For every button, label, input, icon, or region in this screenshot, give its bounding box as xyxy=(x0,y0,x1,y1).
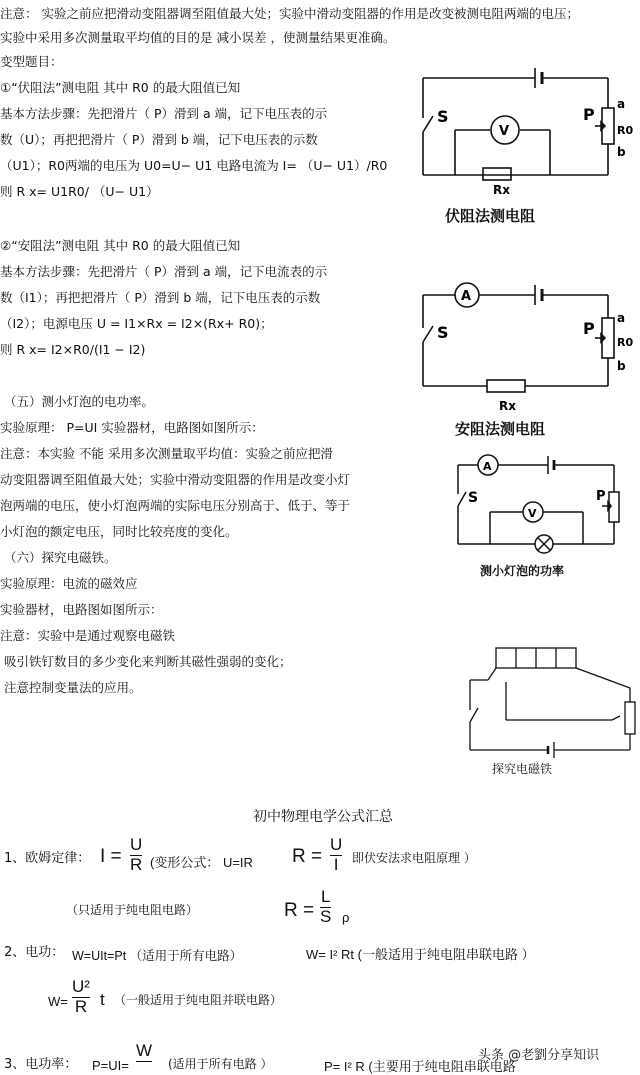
watermark: 头条 @老劉分享知识 xyxy=(478,1048,600,1063)
work-parallel-lhs: W= xyxy=(48,994,68,1009)
caption-electromagnet: 探究电磁铁 xyxy=(492,762,553,776)
note-line-2: 实验中采用多次测量取平均值的目的是 减小误差 ，使测量结果更准确。 xyxy=(0,30,396,45)
ammeter-method-circuit-diagram xyxy=(415,280,634,425)
note-line-1: 注意： 实验之前应把滑动变阻器调至阻值最大处；实验中滑动变阻器的作用是改变被测电阻两端的电压； xyxy=(0,6,579,21)
power-series: P= I² R (主要用于纯电阻串联电路 xyxy=(324,1059,516,1074)
section-6-note-3: 注意控制变量法的应用。 xyxy=(4,680,142,695)
ammeter-symbol: A xyxy=(483,460,492,473)
method-2-step-3: （I2）；电源电压 U = I1×Rx = I2×(Rx+ R0)； xyxy=(0,316,273,331)
voltmeter-symbol: V xyxy=(528,507,537,520)
end-a-label: a xyxy=(617,311,626,325)
rx-label: Rx xyxy=(493,183,510,197)
switch-label: S xyxy=(468,490,479,506)
method-2-step-2: 数（I1）；再把把滑片（ P）滑到 b 端，记下电压表的示数 xyxy=(0,290,321,305)
numerator: U² xyxy=(72,977,90,996)
work-series: W= I² Rt (一般适用于纯电阻串联电路 ） xyxy=(306,947,535,962)
work-parallel-note: （一般适用于纯电阻并联电路） xyxy=(114,993,283,1007)
slider-label: P xyxy=(583,105,595,124)
section-5-note-3: 泡两端的电压，使小灯泡两端的实际电压分别高于、低于、等于 xyxy=(0,498,351,513)
numerator: W xyxy=(136,1041,153,1060)
work-main: W=UIt=Pt （适用于所有电路） xyxy=(72,949,243,963)
resistivity-fraction xyxy=(320,888,331,926)
fraction-bar xyxy=(136,1061,152,1062)
work-label: 2、电功： xyxy=(4,945,65,960)
ohm-r-fraction xyxy=(330,836,342,874)
work-parallel-fraction xyxy=(72,978,90,1016)
method-1-step-3: （U1）；R0两端的电压为 U0=U− U1 电路电流为 I= （U− U1）/R0 xyxy=(0,158,388,173)
ohm-r-note: 即伏安法求电阻原理 ） xyxy=(352,851,476,865)
ohm-fraction xyxy=(130,836,142,874)
method-1-result: 则 R x= U1R0/ （U− U1） xyxy=(0,184,159,199)
power-fraction xyxy=(136,1042,152,1062)
switch-label: S xyxy=(437,323,449,342)
voltmeter-symbol: V xyxy=(499,124,510,139)
end-a-label: a xyxy=(617,97,626,111)
r0-label: R0 xyxy=(617,124,634,137)
power-lhs: P=UI= xyxy=(92,1058,129,1073)
section-6-note-1: 注意：实验中是通过观察电磁铁 xyxy=(0,628,176,643)
method-1-title: ①“伏阻法”测电阻 其中 R0 的最大阻值已知 xyxy=(0,80,241,95)
end-b-label: b xyxy=(617,359,626,373)
resistivity-lhs: R = xyxy=(284,900,315,921)
ammeter-symbol: A xyxy=(461,289,472,304)
end-b-label: b xyxy=(617,145,626,159)
method-2-step-1: 基本方法步骤：先把滑片（ P）滑到 a 端，记下电流表的示 xyxy=(0,264,328,279)
caption-ammeter-method: 安阻法测电阻 xyxy=(455,420,546,438)
section-6-note-2: 吸引铁钉数目的多少变化来判断其磁性强弱的变化； xyxy=(4,654,292,669)
caption-voltmeter-method: 伏阻法测电阻 xyxy=(445,207,536,225)
pure-resistance-note: （只适用于纯电阻电路） xyxy=(66,903,199,917)
ohm-law-label: 1、欧姆定律： xyxy=(4,851,91,866)
electromagnet-circuit-diagram xyxy=(462,640,640,770)
formula-section-title: 初中物理电学公式汇总 xyxy=(253,809,393,825)
denominator: R xyxy=(130,854,143,874)
power-note: (适用于所有电路 ） xyxy=(168,1057,273,1071)
method-1-step-2: 数（U）；再把把滑片（ P）滑到 b 端，记下电压表的示数 xyxy=(0,132,318,147)
method-2-title: ②“安阻法”测电阻 其中 R0 的最大阻值已知 xyxy=(0,238,241,253)
ohm-r-lhs: R = xyxy=(292,846,323,867)
rx-label: Rx xyxy=(499,399,516,413)
power-label: 3、电功率： xyxy=(4,1057,78,1072)
slider-label: P xyxy=(583,319,595,338)
variant-heading: 变型题目： xyxy=(0,54,63,69)
denominator: R xyxy=(74,996,88,1016)
section-6-title: （六）探究电磁铁。 xyxy=(4,550,117,565)
section-6-principle: 实验原理：电流的磁效应 xyxy=(0,576,138,591)
numerator: U xyxy=(130,835,143,854)
section-5-principle: 实验原理： P=UI 实验器材，电路图如图所示： xyxy=(0,420,264,435)
section-5-note-2: 动变阻器调至阻值最大处；实验中滑动变阻器的作用是改变小灯 xyxy=(0,472,351,487)
section-6-equipment: 实验器材，电路图如图所示： xyxy=(0,602,163,617)
r0-label: R0 xyxy=(617,336,634,349)
method-1-step-1: 基本方法步骤：先把滑片（ P）滑到 a 端，记下电压表的示 xyxy=(0,106,328,121)
slider-label: P xyxy=(596,489,606,504)
caption-lamp-power: 测小灯泡的功率 xyxy=(480,564,565,578)
ohm-lhs: I = xyxy=(100,846,122,867)
denominator: I xyxy=(333,854,339,874)
time-symbol: t xyxy=(100,990,105,1009)
section-5-title: （五）测小灯泡的电功率。 xyxy=(4,394,155,409)
method-2-result: 则 R x= I2×R0/(I1 − I2) xyxy=(0,342,146,357)
denominator: S xyxy=(320,906,332,926)
numerator: L xyxy=(320,887,331,906)
section-5-note-1: 注意：本实验 不能 采用多次测量取平均值：实验之前应把滑 xyxy=(0,446,333,461)
section-5-note-4: 小灯泡的额定电压，同时比较亮度的变化。 xyxy=(0,524,238,539)
switch-label: S xyxy=(437,107,449,126)
numerator: U xyxy=(330,835,343,854)
lamp-power-circuit-diagram xyxy=(448,450,623,565)
ohm-variant: (变形公式： U=IR xyxy=(150,855,253,870)
rho-symbol: ρ xyxy=(342,910,350,925)
